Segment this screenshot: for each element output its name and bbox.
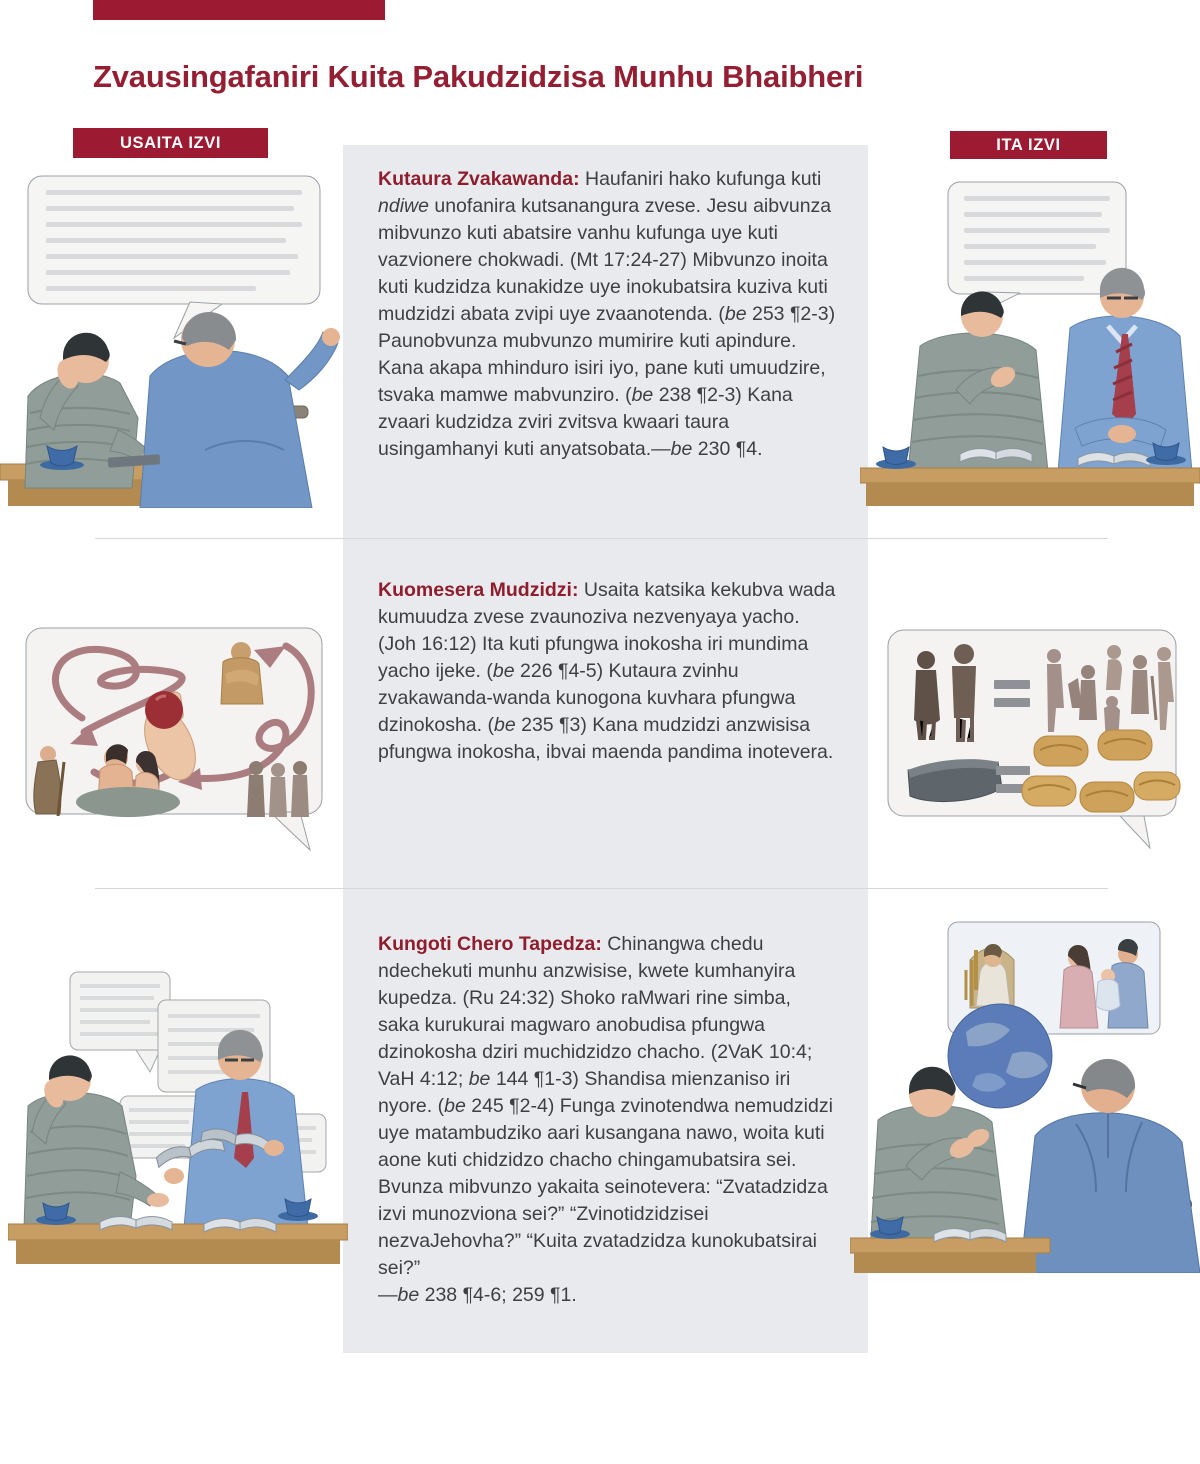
study-point-kungoti-chero-tapedza: Kungoti Chero Tapedza: Chinangwa chedu ndechekuti munhu anzwisise, kwete kumhanyira kupedza. (Ru 24:32) Shoko raMwari rine simba, saka kurukurai magwaro anobudisa pfungwa dzinokosha dziri muchidzidzo chacho. (2VaK 10:4; VaH 4:12; be 144 ¶1-3) Shandisa mienzaniso iri nyore. (be 245 ¶2-4) Funga zvinotendwa nemudzidzi uye matambudziko aari kusangana nawo, woita kuti aone kuti chidzidzo chacho chingamubatsira sei. Bvunza mibvunzo yakaita seinotevera: “Zvatadzidza izvi munozviona sei?” “Zvinotidzidzisei nezvaJehovha?” “Kuita zvatadzidza kunokubatsirai sei?” —be 238 ¶4-6; 259 ¶1. xyxy=(378,933,833,1306)
illustration-simple-comparisons xyxy=(882,624,1182,849)
teacher-figure-gesturing xyxy=(140,312,340,508)
row-divider-2 xyxy=(95,888,1108,889)
page-title: Zvausingafaniri Kuita Pakudzidzisa Munhu Bhaibheri xyxy=(93,58,864,94)
illustration-row2-right xyxy=(882,624,1182,849)
illustration-tangled-arrows xyxy=(18,622,338,852)
raised-hand xyxy=(322,328,340,346)
folded-hands xyxy=(1108,425,1136,443)
illustration-row1-left xyxy=(0,168,345,508)
illustration-row3-right xyxy=(850,908,1200,1273)
teacher-figure-listening xyxy=(1058,268,1192,472)
table xyxy=(850,1238,1050,1273)
accent-top-bar xyxy=(93,0,385,20)
earth-globe xyxy=(948,1004,1052,1108)
column-header-usaita-izvi: USAITA IZVI xyxy=(73,128,268,158)
table xyxy=(860,468,1200,506)
illustration-teacher-overloading-student xyxy=(8,962,348,1272)
illustration-student-explaining xyxy=(850,908,1200,1273)
stone-trough xyxy=(908,759,1002,801)
illustration-teacher-talking-too-much xyxy=(0,168,345,508)
illustration-student-and-teacher-conversing xyxy=(860,176,1200,506)
illustration-row2-left xyxy=(18,622,338,852)
illustration-row3-left xyxy=(8,962,348,1272)
row-divider-1 xyxy=(95,538,1108,539)
column-header-ita-izvi: ITA IZVI xyxy=(950,131,1107,159)
study-point-kuomesera-mudzidzi: Kuomesera Mudzidzi: Usaita katsika kekubva wada kumuudza zvese zvaunoziva nezvenyaya yacho. (Joh 16:12) Ita kuti pfungwa inokosha iri mundima yacho ijeke. (be 226 ¶4-5) Kutaura zvinhu zvakawanda-wanda kunogona kuvhara pfungwa dzinokosha. (be 235 ¶3) Kana mudzidzi anzwisisa pfungwa inokosha, ibvai maenda pandima inotevera. xyxy=(378,579,836,763)
speech-bubble xyxy=(70,972,170,1072)
illustration-row1-right xyxy=(860,176,1200,506)
study-point-kutaura-zvakawanda: Kutaura Zvakawanda: Haufaniri hako kufunga kuti ndiwe unofanira kutsanangura zvese. Jesu aibvunza mibvunzo kuti abatsire vanhu kufunga uye kuti vazvionere chokwadi. (Mt 17:24-27) Mibvunzo inoita kuti kudzidza kunakidze uye inokubatsira kuziva kuti mudzidzi abata zvipi uye zvaanotenda. (be 253 ¶2-3) Paunobvunza mubvunzo mumirire kuti apindure. Kana akapa mhinduro isiri iyo, pane kuti umuudzire, tsvaka mamwe mabvunziro. (be 238 ¶2-3) Kana zvaari kudzidza zviri zvitsva kwaari taura usingamhanyi kuti anyatsobata.—be 230 ¶4. xyxy=(378,168,836,460)
small-people-group xyxy=(247,761,309,817)
table xyxy=(8,1224,348,1264)
speech-bubble-many-lines xyxy=(28,176,320,338)
student-figure-speaking xyxy=(908,291,1048,472)
